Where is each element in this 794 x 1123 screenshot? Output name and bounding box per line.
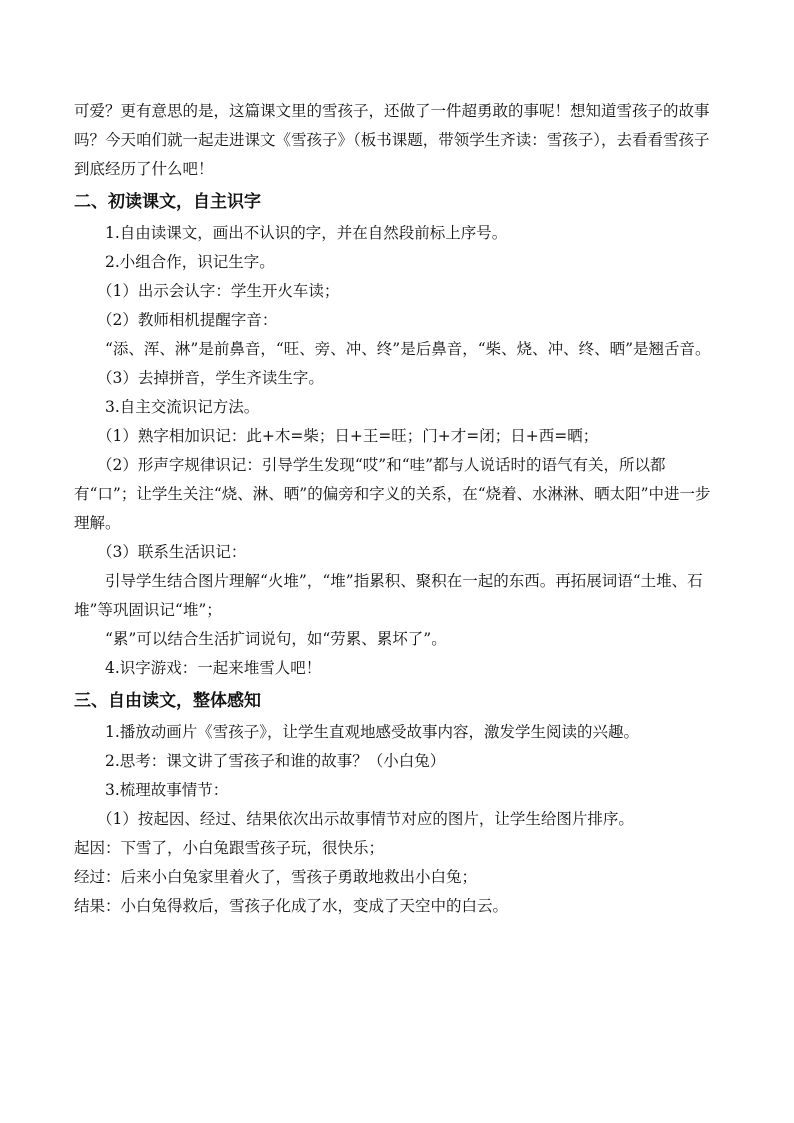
list-item: 4.识字游戏：一起来堆雪人吧！	[105, 659, 322, 677]
list-item: 2.思考：课文讲了雪孩子和谁的故事？（小白兔）	[105, 752, 446, 770]
section-heading-2: 二、初读课文，自主识字	[74, 192, 261, 212]
list-item: （1）按起因、经过、结果依次出示故事情节对应的图片，让学生给图片排序。	[97, 810, 634, 828]
document-page	[74, 97, 724, 921]
section-heading-3: 三、自由读文，整体感知	[74, 691, 261, 711]
list-item: （2）形声字规律识记：引导学生发现“哎”和“哇”都与人说话时的语气有关，所以都有“口”；让学生关注“烧、淋、晒”的偏旁和字义的关系，在“烧着、水淋淋、晒太阳”中进一步理解。	[74, 456, 711, 532]
list-item: 3.自主交流识记方法。	[105, 398, 260, 416]
list-item: （1）熟字相加识记：此+木=柴；日+王=旺；门+才=闭；日+西=晒；	[97, 427, 599, 445]
list-item: 引导学生结合图片理解“火堆”，“堆”指累积、聚积在一起的东西。再拓展词语“土堆、石堆”等巩固识记“堆”；	[74, 572, 703, 619]
list-item: （3）去掉拼音，学生齐读生字。	[97, 369, 324, 387]
list-item: “累”可以结合生活扩词说句，如“劳累、累坏了”。	[105, 630, 447, 648]
list-item: 1.播放动画片《雪孩子》，让学生直观地感受故事内容，激发学生阅读的兴趣。	[105, 723, 640, 741]
list-item: 3.梳理故事情节：	[105, 781, 229, 799]
list-item: （1）出示会认字：学生开火车读；	[97, 282, 340, 300]
list-item: （3）联系生活识记：	[97, 543, 247, 561]
list-item: 经过：后来小白兔家里着火了，雪孩子勇敢地救出小白兔；	[74, 868, 478, 886]
intro-paragraph: 可爱？更有意思的是，这篇课文里的雪孩子，还做了一件超勇敢的事呢！想知道雪孩子的故事吗？今天咱们就一起走进课文《雪孩子》（板书课题，带领学生齐读：雪孩子），去看看雪孩子到底经历了什么吧！	[74, 102, 710, 178]
list-item: 1.自由读课文，画出不认识的字，并在自然段前标上序号。	[105, 224, 508, 242]
list-item: 结果：小白兔得救后，雪孩子化成了水，变成了天空中的白云。	[74, 897, 509, 915]
list-item: （2）教师相机提醒字音：	[97, 311, 278, 329]
list-item: 2.小组合作，识记生字。	[105, 253, 275, 271]
list-item: 起因：下雪了，小白兔跟雪孩子玩，很快乐；	[74, 839, 385, 857]
list-item: “添、浑、淋”是前鼻音，“旺、旁、冲、终”是后鼻音，“柴、烧、冲、终、晒”是翘舌音。	[105, 340, 711, 358]
